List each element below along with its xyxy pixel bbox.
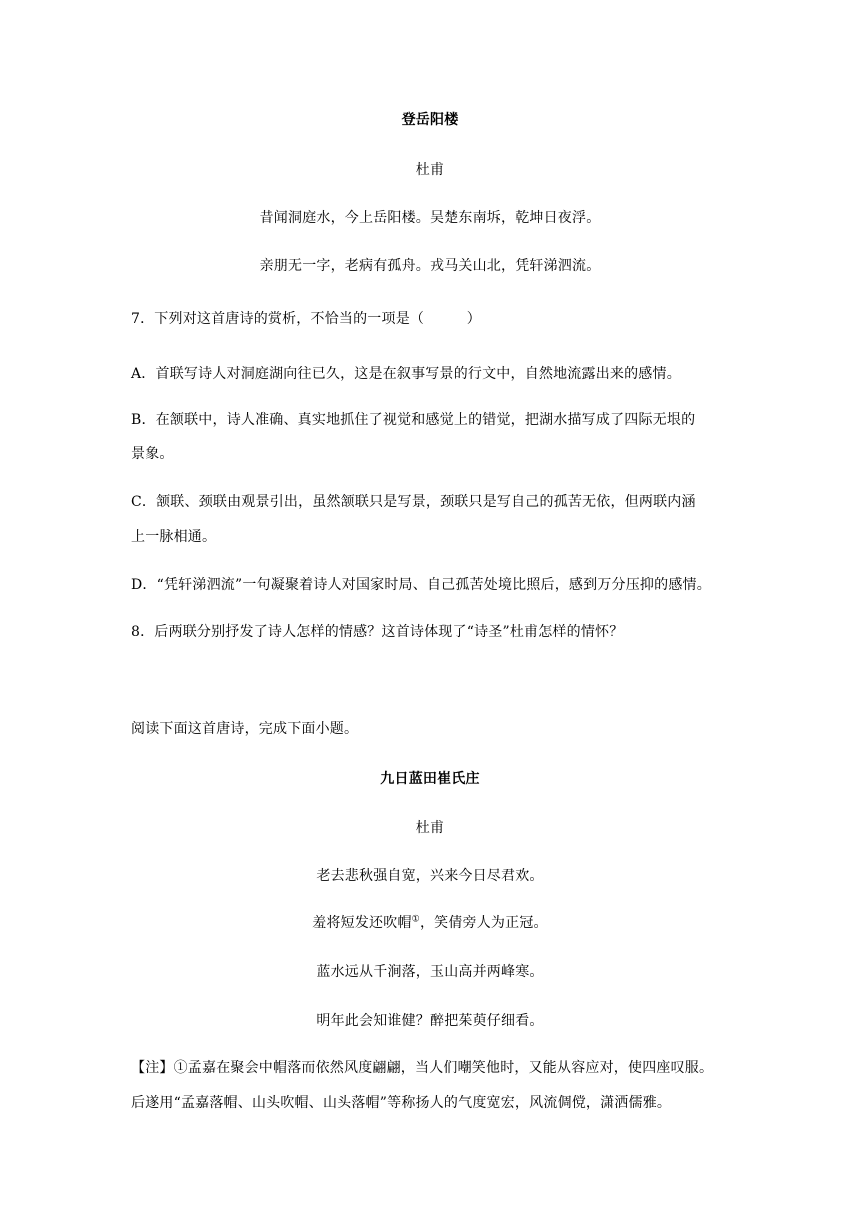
poem2-line-1: 老去悲秋强自宽，兴来今日尽君欢。 bbox=[316, 868, 544, 884]
question-7-option-c-line1: C．颔联、颈联由观景引出，虽然颔联只是写景，颈联只是写自己的孤苦无依，但两联内涵 bbox=[131, 494, 696, 510]
poem2-line-4: 明年此会知谁健？醉把茱萸仔细看。 bbox=[316, 1013, 544, 1029]
footnote-marker: ① bbox=[411, 914, 420, 925]
poem1-title: 登岳阳楼 bbox=[401, 112, 459, 128]
question-8-stem: 8．后两联分别抒发了诗人怎样的情感？这首诗体现了“诗圣”杜甫怎样的情怀？ bbox=[131, 624, 624, 640]
reading-instruction: 阅读下面这首唐诗，完成下面小题。 bbox=[131, 721, 359, 737]
poem2-line-3: 蓝水远从千涧落，玉山高并两峰寒。 bbox=[316, 964, 544, 980]
question-7-option-b-line2: 景象。 bbox=[131, 446, 174, 462]
poem2-author: 杜甫 bbox=[415, 820, 445, 836]
poem1-line-2: 亲朋无一字，老病有孤舟。戎马关山北，凭轩涕泗流。 bbox=[259, 258, 601, 274]
poem2-line-2-part-a: 羞将短发还吹帽 bbox=[312, 915, 412, 931]
poem2-line-2-part-b: ，笑倩旁人为正冠。 bbox=[419, 915, 548, 931]
poem1-author: 杜甫 bbox=[415, 162, 445, 178]
poem2-title: 九日蓝田崔氏庄 bbox=[380, 771, 480, 787]
question-7-stem: 7．下列对这首唐诗的赏析，不恰当的一项是（ ） bbox=[131, 311, 481, 327]
footnote-line-2: 后遂用“孟嘉落帽、山头吹帽、山头落帽”等称扬人的气度宽宏，风流倜傥，潇洒儒雅。 bbox=[131, 1095, 672, 1111]
poem2-line-2 bbox=[0, 913, 860, 933]
poem1-line-1: 昔闻洞庭水，今上岳阳楼。吴楚东南坼，乾坤日夜浮。 bbox=[259, 210, 601, 226]
question-7-option-c-line2: 上一脉相通。 bbox=[131, 529, 217, 545]
footnote-line-1: 【注】①孟嘉在聚会中帽落而依然风度翩翩，当人们嘲笑他时，又能从容应对，使四座叹服。 bbox=[131, 1060, 714, 1076]
question-7-option-b-line1: B．在颔联中，诗人准确、真实地抓住了视觉和感觉上的错觉，把湖水描写成了四际无垠的 bbox=[131, 412, 696, 428]
question-7-option-d: D．“凭轩涕泗流”一句凝聚着诗人对国家时局、自己孤苦处境比照后，感到万分压抑的感情。 bbox=[131, 577, 711, 593]
question-7-option-a: A．首联写诗人对洞庭湖向往已久，这是在叙事写景的行文中，自然地流露出来的感情。 bbox=[131, 366, 681, 382]
